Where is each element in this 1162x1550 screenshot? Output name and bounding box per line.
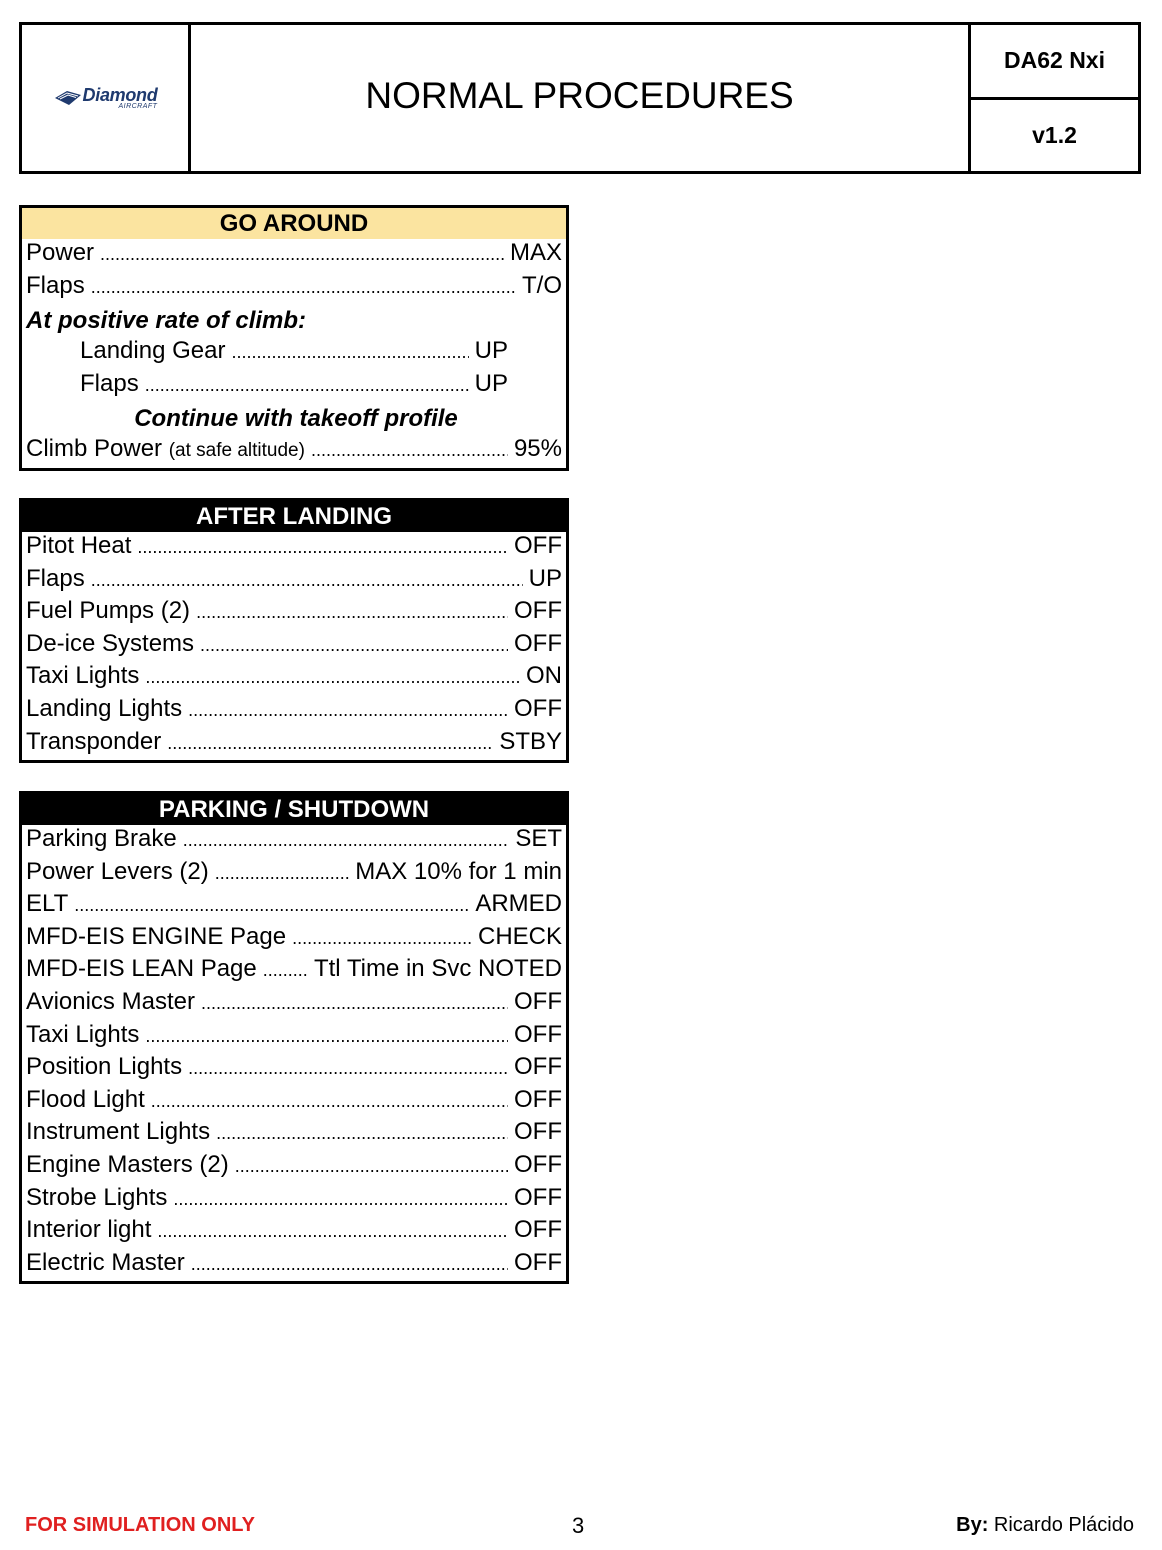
leader-dots [137,537,508,558]
page-number: 3 [572,1513,585,1538]
item-label: Taxi Lights [26,662,140,690]
checklist-row [22,337,566,370]
diamond-wing-icon [53,89,83,107]
item-value: OFF [514,987,562,1015]
leader-dots [196,602,508,623]
item-label: Flaps [26,271,85,299]
info-cell [968,25,1138,171]
item-label: Instrument Lights [26,1118,211,1146]
item-value: UP [474,337,508,365]
author-credit [956,1514,1134,1537]
checklist-row [22,239,566,272]
checklist-row [22,1086,566,1119]
logo-sub: AIRCRAFT [118,103,158,110]
item-value: MAX 10% for 1 min [355,857,562,885]
item-label: Power [26,239,95,266]
checklist-row [22,923,566,956]
leader-dots [292,928,472,949]
climb-power-note: (at safe altitude) [168,440,305,462]
checklist-row [22,1151,566,1184]
item-value: OFF [514,694,562,722]
leader-dots [263,960,308,981]
item-value: OFF [514,629,562,657]
item-label: Fuel Pumps (2) [26,597,191,625]
leader-dots [188,700,508,721]
positive-climb-subhead: At positive rate of climb: [26,306,307,334]
checklist-row [22,597,566,630]
item-label: Taxi Lights [26,1020,140,1048]
item-label: Power Levers (2) [26,857,209,885]
item-value: OFF [514,1053,562,1081]
leader-dots [183,830,510,851]
checklist-row [22,630,566,663]
item-label: Pitot Heat [26,532,132,559]
item-label: De-ice Systems [26,629,195,657]
leader-dots [91,570,523,591]
leader-dots [201,993,508,1014]
leader-dots [100,244,504,265]
item-value: CHECK [477,922,562,950]
climb-power-label: Climb Power [26,435,163,463]
logo-cell [22,25,191,171]
checklist-row [22,1249,566,1282]
item-value: OFF [514,597,562,625]
leader-dots [188,1058,508,1079]
item-label: Electric Master [26,1248,185,1276]
checklist-row [22,1021,566,1054]
checklist-row [22,272,566,305]
checklist-row [22,890,566,923]
leader-dots [145,1026,508,1047]
checklist-row [22,1216,566,1249]
item-label: Landing Lights [26,694,183,722]
page-header [19,22,1141,174]
leader-dots [200,635,508,656]
item-label: Transponder [26,727,162,755]
by-label: By: [956,1514,989,1536]
go-around-checklist [19,205,569,471]
continue-takeoff-note: Continue with takeoff profile [134,404,458,432]
leader-dots [216,1123,508,1144]
leader-dots [235,1156,508,1177]
item-label: Flaps [80,369,139,397]
item-value: OFF [514,1150,562,1178]
item-label: MFD-EIS ENGINE Page [26,922,287,950]
item-label [26,435,305,463]
leader-dots [157,1221,508,1242]
item-value: Ttl Time in Svc NOTED [313,955,562,983]
item-value: SET [515,825,562,852]
leader-dots [215,863,350,884]
checklist-row [22,825,566,858]
leader-dots [145,667,520,688]
checklist-row [22,955,566,988]
author-name: Ricardo Plácido [993,1514,1134,1536]
item-label: Strobe Lights [26,1183,168,1211]
diamond-logo [53,86,158,110]
item-value: STBY [499,727,562,755]
item-value: OFF [514,532,562,559]
checklist-row [22,565,566,598]
item-value: OFF [514,1216,562,1244]
item-value: OFF [514,1248,562,1276]
item-label: ELT [26,890,69,918]
version-label: v1.2 [1032,121,1077,148]
checklist-row [22,728,566,761]
item-value: OFF [514,1118,562,1146]
parking-shutdown-title: PARKING / SHUTDOWN [22,794,566,825]
leader-dots [173,1189,508,1210]
checklist-row [22,1118,566,1151]
item-label: Landing Gear [80,337,226,365]
after-landing-checklist [19,498,569,763]
item-label: Flood Light [26,1085,145,1113]
item-label: Parking Brake [26,825,177,852]
leader-dots [167,733,493,754]
leader-dots [311,440,508,461]
checklist-row [22,695,566,728]
item-value: UP [474,369,508,397]
parking-shutdown-checklist [19,791,569,1284]
go-around-title: GO AROUND [22,208,566,239]
checklist-row [22,1184,566,1217]
item-value: ARMED [475,890,562,918]
checklist-row [22,662,566,695]
checklist-row [22,858,566,891]
leader-dots [191,1254,508,1275]
leader-dots [151,1091,508,1112]
leader-dots [145,375,469,396]
logo-name: Diamond [82,85,158,105]
item-label: Flaps [26,564,85,592]
item-value: OFF [514,1183,562,1211]
checklist-row [22,370,566,403]
item-value: OFF [514,1020,562,1048]
item-label: Avionics Master [26,987,195,1015]
item-label: Position Lights [26,1053,183,1081]
item-value: T/O [522,271,562,299]
item-label: Engine Masters (2) [26,1150,229,1178]
aircraft-model: DA62 Nxi [971,25,1138,100]
item-value: 95% [513,435,562,463]
page-title: NORMAL PROCEDURES [365,75,794,116]
leader-dots [74,895,469,916]
checklist-row [22,435,566,468]
checklist-row [22,532,566,565]
after-landing-title: AFTER LANDING [22,501,566,532]
checklist-row [22,988,566,1021]
simulation-disclaimer: FOR SIMULATION ONLY [25,1514,255,1536]
item-value: UP [528,564,562,592]
leader-dots [231,342,468,363]
checklist-row [22,1053,566,1086]
item-value: MAX [509,239,562,266]
item-label: MFD-EIS LEAN Page [26,955,257,983]
page-footer [0,1500,1162,1550]
item-value: ON [526,662,562,690]
leader-dots [91,277,516,298]
item-label: Interior light [26,1216,152,1244]
item-value: OFF [514,1085,562,1113]
